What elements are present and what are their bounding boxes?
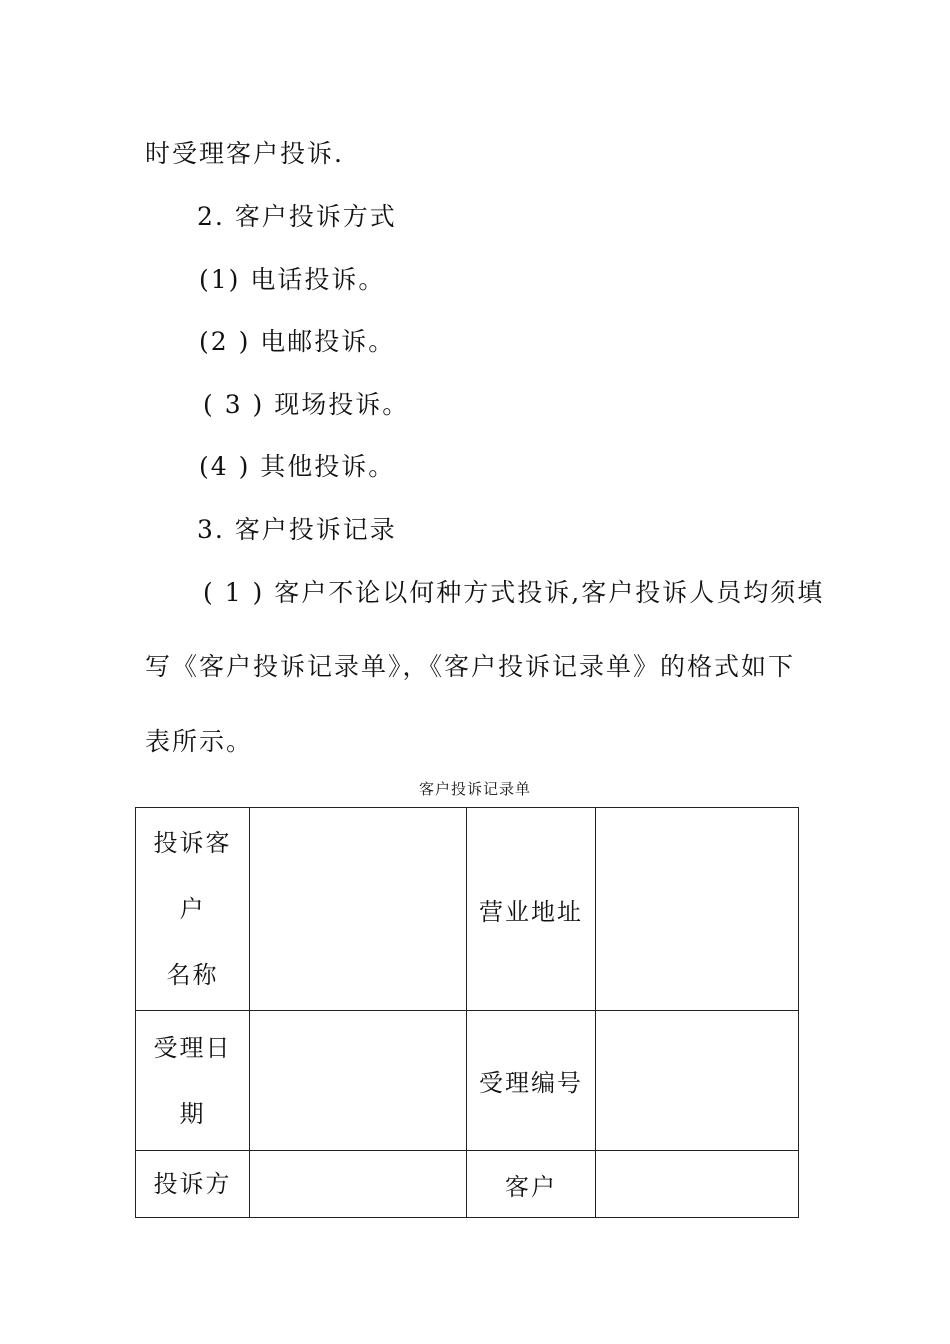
customer-name-field[interactable] xyxy=(250,808,467,1011)
table-caption: 客户投诉记录单 xyxy=(418,780,531,798)
table-row xyxy=(136,808,799,1011)
business-address-label: 营业地址 xyxy=(467,808,596,1011)
accept-date-label xyxy=(136,1011,250,1151)
label-line: 期 xyxy=(179,1099,206,1128)
accept-number-field[interactable] xyxy=(596,1011,799,1151)
label-line: 名称 xyxy=(166,961,219,989)
customer-field[interactable] xyxy=(596,1151,799,1218)
list-item: (1) 电话投诉。 xyxy=(199,265,386,294)
paragraph-line: 时受理客户投诉. xyxy=(145,139,344,168)
section-heading: 2. 客户投诉方式 xyxy=(197,202,397,231)
label-line: 投诉方 xyxy=(153,1170,232,1198)
paragraph-line: 写《客户投诉记录单》，《客户投诉记录单》的格式如下 xyxy=(145,652,796,681)
customer-label: 客户 xyxy=(467,1151,596,1218)
section-heading: 3. 客户投诉记录 xyxy=(197,515,397,544)
accept-date-field[interactable] xyxy=(250,1011,467,1151)
paragraph-line: ( 1 ) 客户不论以何种方式投诉,客户投诉人员均须填 xyxy=(203,578,825,607)
label-line: 户 xyxy=(179,895,206,923)
label-line: 投诉客 xyxy=(153,829,232,857)
label-line: 受理日 xyxy=(153,1033,232,1062)
customer-name-label xyxy=(136,808,250,1011)
list-item: (2 ) 电邮投诉。 xyxy=(199,327,396,356)
complaint-record-table xyxy=(135,807,799,1218)
complaint-method-label xyxy=(136,1151,250,1218)
list-item: (4 ) 其他投诉。 xyxy=(199,452,396,481)
list-item: ( 3 ) 现场投诉。 xyxy=(203,390,410,419)
complaint-method-field[interactable] xyxy=(250,1151,467,1218)
paragraph-line: 表所示。 xyxy=(145,727,254,756)
accept-number-label: 受理编号 xyxy=(467,1011,596,1151)
table-row xyxy=(136,1151,799,1218)
business-address-field[interactable] xyxy=(596,808,799,1011)
table-row xyxy=(136,1011,799,1151)
